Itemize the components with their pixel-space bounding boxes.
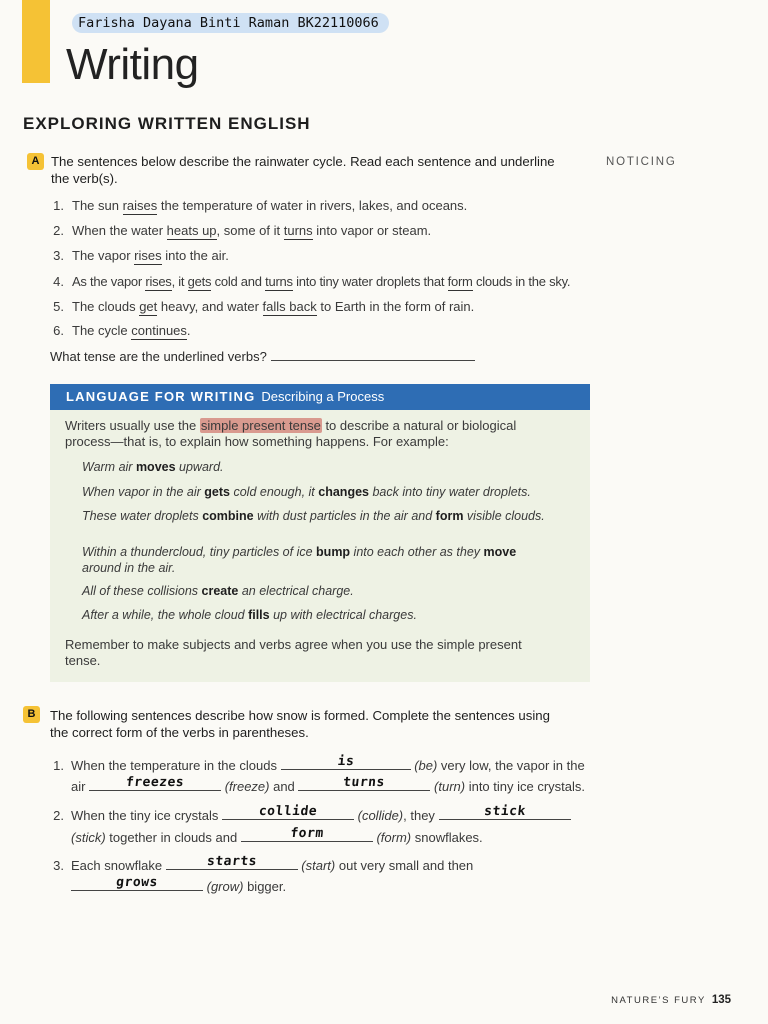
example-sentence: Within a thundercloud, tiny particles of ice bump into each other as they move around in the air.	[82, 545, 517, 575]
part-b-instruction	[50, 707, 550, 741]
answer-blank[interactable]	[166, 854, 298, 870]
part-a-instruction-line1: The sentences below describe the rainwater cycle. Read each sentence and underline	[51, 154, 555, 169]
section-heading: EXPLORING WRITTEN ENGLISH	[23, 114, 311, 133]
example-sentence: These water droplets combine with dust particles in the air and form visible clouds.	[82, 509, 545, 523]
underlined-verb: gets	[187, 274, 212, 289]
underlined-verb: form	[447, 274, 473, 289]
answer-blank[interactable]	[71, 875, 203, 891]
answer-blank[interactable]	[222, 804, 354, 820]
chapter-label: NATURE’S FURY	[611, 995, 706, 1006]
underlined-verb: rises	[145, 274, 172, 289]
underlined-verb: turns	[283, 223, 313, 238]
handwritten-answer: form	[289, 826, 325, 841]
part-a-badge: A	[27, 153, 44, 170]
page-footer	[611, 990, 731, 1008]
fill-sentence-1-line2: air freezes (freeze) and turns (turn) into tiny ice crystals.	[71, 775, 586, 794]
noticing-label: NOTICING	[606, 156, 677, 168]
handwritten-answer: grows	[115, 875, 159, 890]
fill-sentence-2-line1: When the tiny ice crystals collide (collide), they stick	[71, 808, 571, 823]
underlined-verb: falls back	[262, 299, 317, 314]
answer-blank[interactable]	[281, 754, 411, 770]
underlined-verb: turns	[265, 274, 293, 289]
lfw-intro: Writers usually use the simple present tense to describe a natural or biological process—that is, to explain how something happens. For example:	[65, 418, 517, 449]
handwritten-answer: starts	[205, 854, 258, 869]
underlined-verb: heats up	[166, 223, 217, 238]
part-b-instruction-line2: the correct form of the verbs in parentheses.	[50, 725, 309, 740]
handwritten-answer: turns	[342, 775, 387, 790]
answer-blank[interactable]	[298, 775, 430, 791]
fill-sentence-3-line2: grows (grow) bigger.	[71, 879, 286, 894]
handwritten-answer: freezes	[125, 775, 185, 790]
answer-blank[interactable]	[89, 775, 221, 791]
answer-blank[interactable]	[241, 826, 373, 842]
underlined-verb: rises	[134, 248, 162, 263]
handwritten-answer: is	[336, 754, 355, 769]
part-b-badge: B	[23, 706, 40, 723]
example-sentence: After a while, the whole cloud fills up with electrical charges.	[82, 608, 417, 622]
item-number: 2.	[53, 808, 64, 823]
example-sentence: All of these collisions create an electrical charge.	[82, 584, 354, 598]
item-number: 3.	[53, 858, 64, 873]
part-a-instruction-line2: the verb(s).	[51, 171, 118, 186]
lfw-title: LANGUAGE FOR WRITING	[66, 389, 256, 404]
underlined-verb: raises	[122, 198, 158, 213]
tense-answer-blank[interactable]	[271, 350, 475, 361]
page-title: Writing	[66, 40, 199, 89]
underlined-verb: continues	[131, 323, 187, 338]
language-for-writing-box	[50, 384, 590, 682]
student-name-label: Farisha Dayana Binti Raman BK22110066	[72, 13, 389, 33]
page-number: 135	[711, 994, 731, 1006]
answer-blank[interactable]	[439, 804, 571, 820]
tense-question-text: What tense are the underlined verbs?	[50, 349, 267, 364]
fill-sentence-3-line1: Each snowflake starts (start) out very small and then	[71, 854, 474, 873]
lfw-subtitle: Describing a Process	[261, 389, 385, 404]
underlined-verb: get	[139, 299, 158, 314]
language-for-writing-header	[50, 384, 590, 410]
example-sentence: Warm air moves upward.	[82, 460, 224, 474]
tense-question	[50, 349, 475, 364]
chapter-tab-marker	[22, 0, 50, 83]
part-b-instruction-line1: The following sentences describe how snow is formed. Complete the sentences using	[50, 708, 550, 723]
fill-sentence-2-line2: (stick) together in clouds and form (form) snowflakes.	[71, 826, 483, 845]
example-sentence: When vapor in the air gets cold enough, it changes back into tiny water droplets.	[82, 485, 531, 499]
fill-sentence-1-line1: When the temperature in the clouds is (be) very low, the vapor in the	[71, 754, 585, 773]
lfw-closing: Remember to make subjects and verbs agree when you use the simple present tense.	[65, 637, 522, 668]
handwritten-answer: collide	[258, 804, 318, 819]
highlighted-term: simple present tense	[200, 418, 321, 433]
item-number: 1.	[53, 758, 64, 773]
handwritten-answer: stick	[482, 804, 527, 819]
part-a-instruction	[51, 153, 555, 187]
